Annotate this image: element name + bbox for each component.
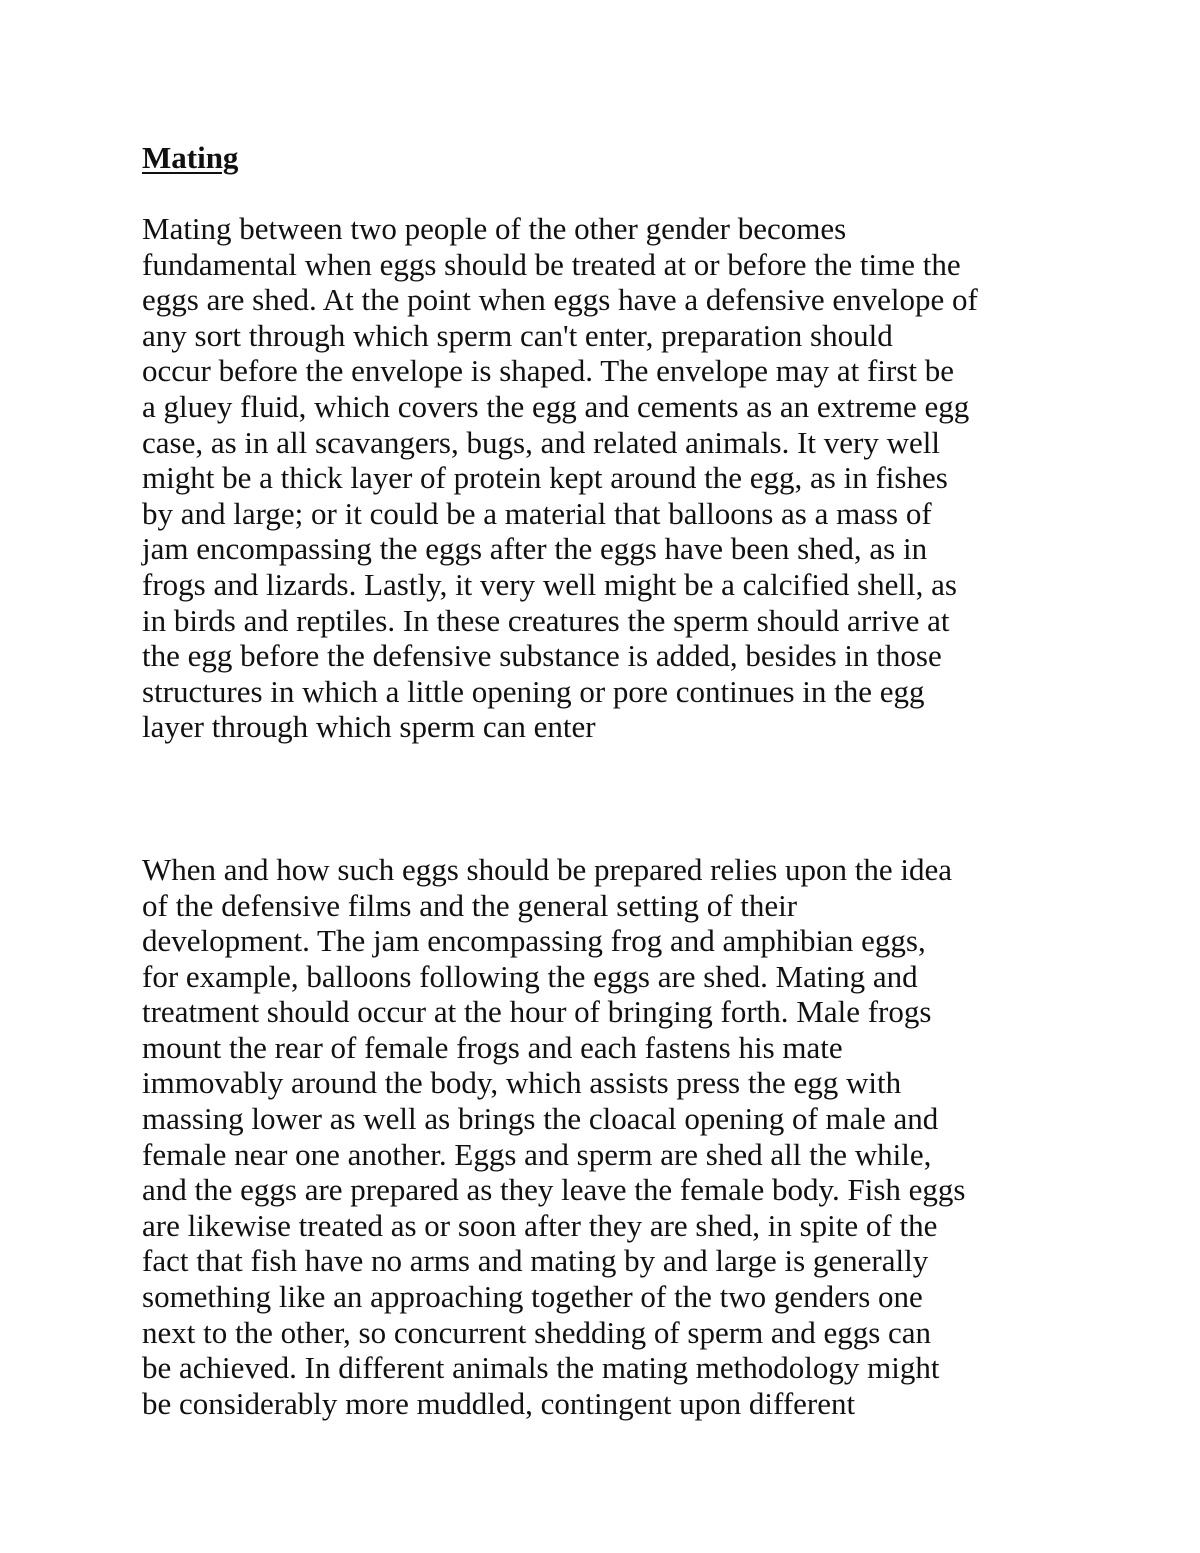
text-line: and the eggs are prepared as they leave the female body. Fish eggs [142, 1172, 966, 1208]
text-line: next to the other, so concurrent shedding of sperm and eggs can [142, 1314, 932, 1350]
text-line: Mating between two people of the other gender becomes [142, 211, 847, 246]
text-line: in birds and reptiles. In these creatures the sperm should arrive at [142, 602, 950, 638]
text-line: the egg before the defensive substance is added, besides in those [142, 638, 942, 674]
text-line: female near one another. Eggs and sperm are shed all the while, [142, 1136, 932, 1172]
section-heading: Mating [142, 140, 239, 175]
text-line: development. The jam encompassing frog and amphibian eggs, [142, 923, 926, 959]
text-line: frogs and lizards. Lastly, it very well might be a calcified shell, as [142, 566, 957, 602]
text-line: mount the rear of female frogs and each fastens his mate [142, 1029, 843, 1065]
text-line: fact that fish have no arms and mating by and large is generally [142, 1243, 929, 1279]
text-line: a gluey fluid, which covers the egg and cements as an extreme egg [142, 388, 970, 424]
text-line: might be a thick layer of protein kept around the egg, as in fishes [142, 460, 948, 496]
text-line: be achieved. In different animals the mating methodology might [142, 1350, 940, 1386]
text-line: massing lower as well as brings the cloacal opening of male and [142, 1101, 939, 1137]
text-line: something like an approaching together of the two genders one [142, 1279, 923, 1315]
text-line: fundamental when eggs should be treated at or before the time the [142, 246, 961, 282]
text-line: for example, balloons following the eggs are shed. Mating and [142, 958, 918, 994]
text-line: by and large; or it could be a material that balloons as a mass of [142, 495, 932, 531]
text-line: of the defensive films and the general setting of their [142, 887, 798, 923]
paragraph-1 [142, 211, 1072, 745]
document-body [142, 138, 1072, 1421]
text-line: are likewise treated as or soon after they are shed, in spite of the [142, 1207, 938, 1243]
text-line: eggs are shed. At the point when eggs have a defensive envelope of [142, 282, 978, 318]
text-line: be considerably more muddled, contingent upon different [142, 1385, 856, 1421]
text-line: When and how such eggs should be prepared relies upon the idea [142, 851, 953, 887]
text-line: structures in which a little opening or pore continues in the egg [142, 673, 925, 709]
text-line: case, as in all scavangers, bugs, and related animals. It very well [142, 424, 940, 460]
text-line: layer through which sperm can enter [142, 709, 596, 745]
text-line: jam encompassing the eggs after the eggs have been shed, as in [142, 531, 928, 567]
text-line: occur before the envelope is shaped. The envelope may at first be [142, 353, 954, 389]
text-line: immovably around the body, which assists press the egg with [142, 1065, 902, 1101]
paragraph-2 [142, 852, 1072, 1422]
text-line: any sort through which sperm can't enter, preparation should [142, 317, 893, 353]
text-line: treatment should occur at the hour of bringing forth. Male frogs [142, 994, 932, 1030]
